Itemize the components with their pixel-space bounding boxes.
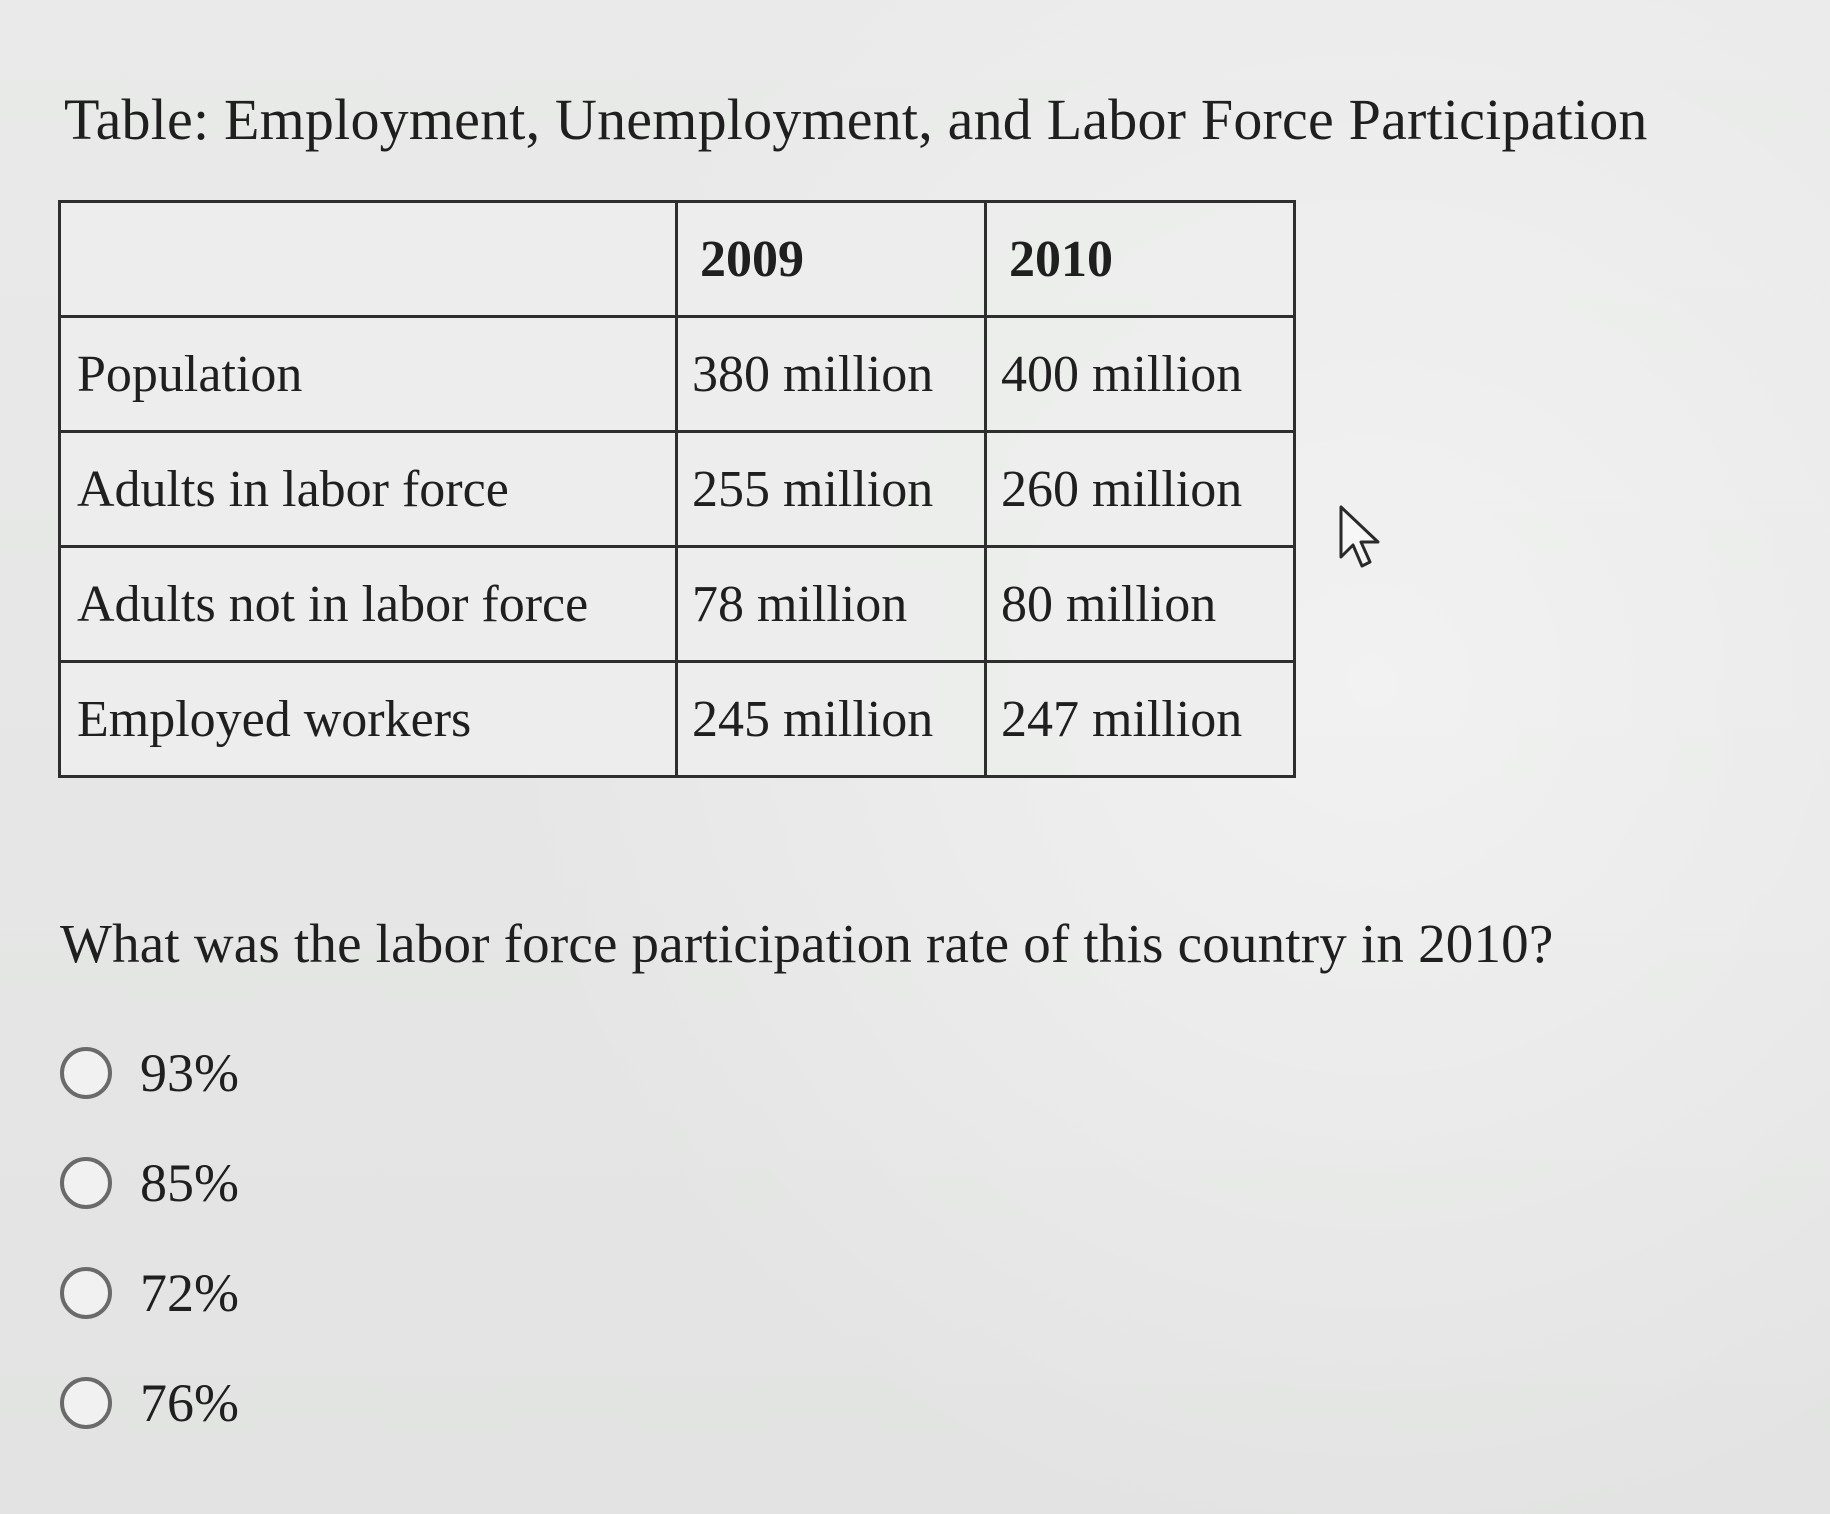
answer-option-4[interactable] bbox=[60, 1348, 239, 1458]
table-row bbox=[60, 317, 1295, 432]
employment-table bbox=[58, 200, 1296, 778]
answer-option-label: 72% bbox=[140, 1263, 239, 1323]
row-label: Population bbox=[60, 317, 677, 432]
value-2010: 247 million bbox=[986, 662, 1295, 777]
radio-button-icon[interactable] bbox=[60, 1157, 112, 1209]
answer-option-3[interactable] bbox=[60, 1238, 239, 1348]
row-label: Adults in labor force bbox=[60, 432, 677, 547]
answer-option-1[interactable] bbox=[60, 1018, 239, 1128]
row-label: Adults not in labor force bbox=[60, 547, 677, 662]
answer-option-label: 76% bbox=[140, 1373, 239, 1433]
value-2009: 78 million bbox=[677, 547, 986, 662]
value-2009: 255 million bbox=[677, 432, 986, 547]
row-label: Employed workers bbox=[60, 662, 677, 777]
table-row bbox=[60, 662, 1295, 777]
value-2009: 245 million bbox=[677, 662, 986, 777]
table-row bbox=[60, 547, 1295, 662]
header-empty bbox=[60, 202, 677, 317]
radio-button-icon[interactable] bbox=[60, 1047, 112, 1099]
table-row bbox=[60, 432, 1295, 547]
value-2009: 380 million bbox=[677, 317, 986, 432]
radio-button-icon[interactable] bbox=[60, 1377, 112, 1429]
header-2009: 2009 bbox=[677, 202, 986, 317]
table-title: Table: Employment, Unemployment, and Labor Force Participation bbox=[64, 87, 1648, 152]
table-header-row bbox=[60, 202, 1295, 317]
value-2010: 260 million bbox=[986, 432, 1295, 547]
header-2010: 2010 bbox=[986, 202, 1295, 317]
question-text: What was the labor force participation rate of this country in 2010? bbox=[60, 913, 1554, 974]
radio-button-icon[interactable] bbox=[60, 1267, 112, 1319]
value-2010: 80 million bbox=[986, 547, 1295, 662]
value-2010: 400 million bbox=[986, 317, 1295, 432]
mouse-pointer-icon bbox=[1338, 504, 1388, 570]
answer-option-2[interactable] bbox=[60, 1128, 239, 1238]
answer-options bbox=[60, 1018, 239, 1458]
answer-option-label: 85% bbox=[140, 1153, 239, 1213]
answer-option-label: 93% bbox=[140, 1043, 239, 1103]
